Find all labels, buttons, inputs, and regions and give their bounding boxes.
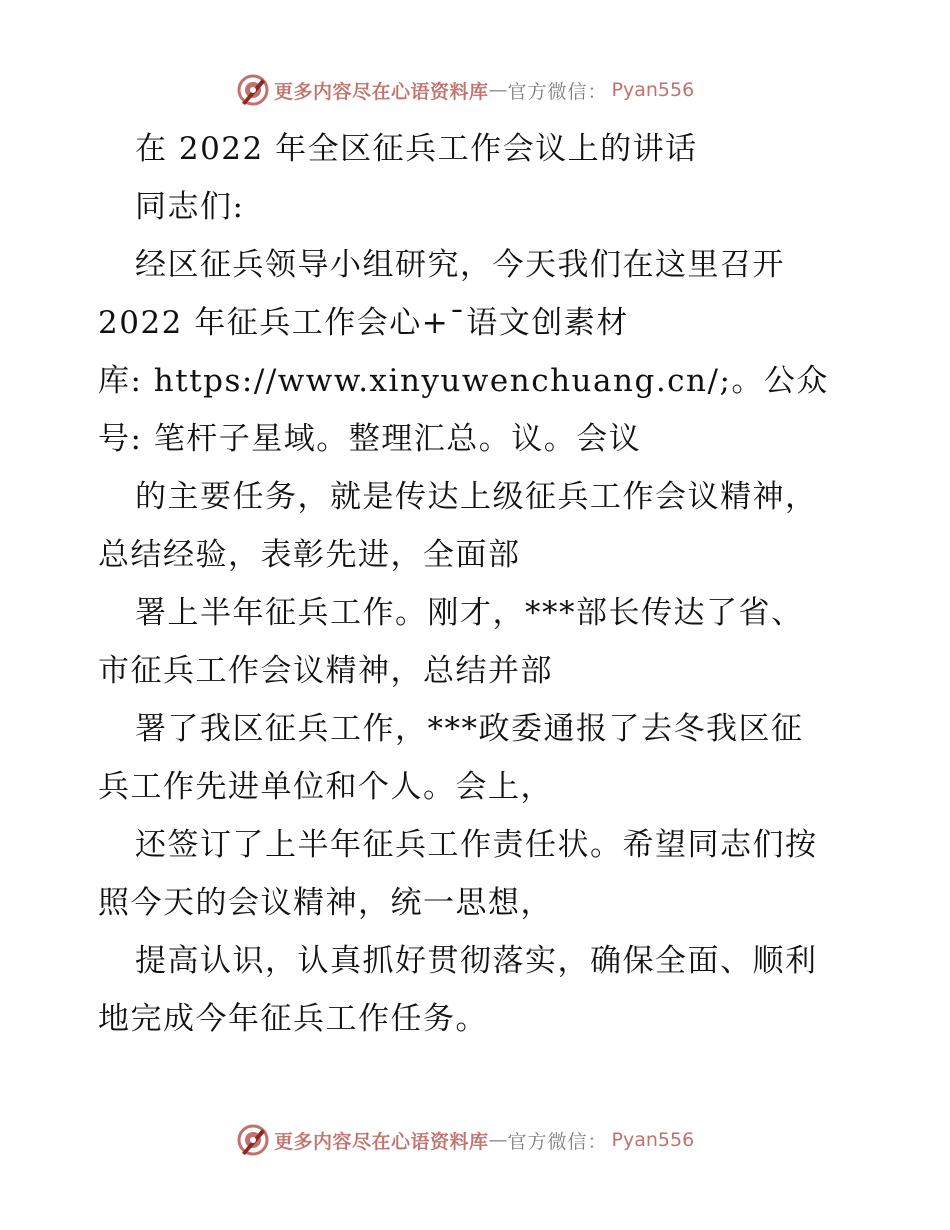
quill-seal-icon [236, 73, 270, 107]
paragraph-line: 照今天的会议精神，统一思想， [98, 885, 553, 921]
watermark-account: Pyan556 [611, 79, 695, 101]
watermark-separator: — [488, 79, 508, 101]
quill-seal-icon [236, 1123, 270, 1157]
paragraph-line: 库: https://www.xinyuwenchuang.cn/;。公众 [98, 363, 829, 399]
watermark-header [236, 72, 694, 108]
watermark-separator: — [488, 1129, 508, 1151]
paragraph-line: 经区征兵领导小组研究，今天我们在这里召开 [135, 247, 785, 283]
watermark-label: 官方微信： [507, 80, 608, 103]
paragraph-line: 市征兵工作会议精神，总结并部 [98, 653, 553, 689]
watermark-footer [236, 1122, 694, 1158]
salutation: 同志们: [135, 189, 245, 225]
watermark-brand-text: 更多内容尽在心语资料库 [274, 80, 489, 103]
paragraph-line: 号: 笔杆子星域。整理汇总。议。会议 [98, 421, 642, 457]
document-title: 在 2022 年全区征兵工作会议上的讲话 [135, 131, 698, 167]
watermark-brand-text: 更多内容尽在心语资料库 [274, 1130, 489, 1153]
paragraph-line: 2022 年征兵工作会心+¯语文创素材 [98, 305, 629, 341]
paragraph-line: 署了我区征兵工作，***政委通报了去冬我区征 [135, 711, 804, 747]
watermark-account: Pyan556 [611, 1129, 695, 1151]
paragraph-line: 还签订了上半年征兵工作责任状。希望同志们按 [135, 827, 818, 863]
paragraph-line: 兵工作先进单位和个人。会上， [98, 769, 553, 805]
paragraph-line: 署上半年征兵工作。刚才，***部长传达了省、 [135, 595, 804, 631]
paragraph-line: 提高认识，认真抓好贯彻落实，确保全面、顺利 [135, 943, 818, 979]
paragraph-line: 地完成今年征兵工作任务。 [98, 1001, 488, 1037]
paragraph-line: 总结经验，表彰先进，全面部 [98, 537, 521, 573]
watermark-label: 官方微信： [507, 1130, 608, 1153]
paragraph-line: 的主要任务，就是传达上级征兵工作会议精神， [135, 479, 818, 515]
document-body [98, 120, 868, 1048]
